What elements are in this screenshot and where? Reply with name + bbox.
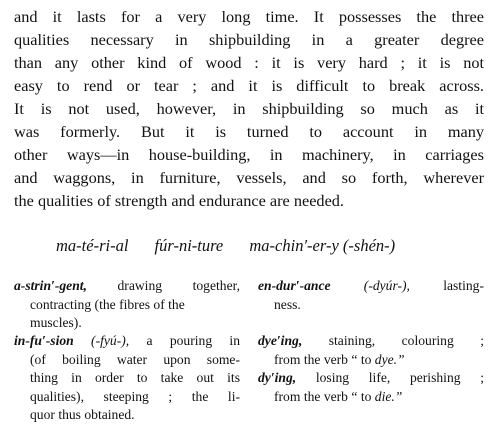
spelling-word: ma-té-ri-al [56, 236, 129, 255]
glossary-definition: contracting (the fibres of the [30, 296, 185, 312]
spelling-word: ma-chin′-er-y (-shén-) [249, 236, 396, 255]
glossary-definition: staining, colouring ; [328, 333, 484, 348]
body-paragraph [14, 5, 484, 212]
glossary-entry-endurance [258, 277, 484, 314]
glossary-entry-dyeing [258, 332, 484, 406]
paragraph-line: qualities necessary in shipbuilding in a greater degree [14, 30, 484, 49]
glossary-headword: dye′ing, [258, 333, 303, 348]
glossary-definition: (of boiling water upon some- [30, 351, 240, 367]
paragraph-line: and it lasts for a very long time. It possesses the three [14, 7, 484, 26]
glossary-definition: qualities), steeping ; the li- [30, 388, 240, 404]
glossary-definition: losing life, perishing ; [315, 370, 484, 386]
glossary-headword: in-fu′-sion [14, 333, 74, 348]
glossary-pronunciation: (-fyú-), [91, 333, 130, 348]
paragraph-line: easy to rend or tear ; and it is difficult to break across. [14, 76, 484, 95]
glossary-headword: a-strin′-gent, [14, 278, 87, 293]
glossary-headword: dy′ing, [258, 370, 297, 386]
glossary-pronunciation: (-dyúr-), [363, 278, 410, 293]
paragraph-line: than any other kind of wood : it is very hard ; it is not [14, 53, 484, 72]
glossary-definition: muscles). [30, 315, 82, 331]
glossary-verb: die.” [374, 388, 403, 404]
paragraph-line: was formerly. But it is turned to account in many [14, 122, 484, 141]
glossary-entry-infusion [14, 332, 240, 425]
glossary-definition: quor thus obtained. [30, 407, 135, 423]
glossary-verb: dye.” [374, 351, 405, 367]
paragraph-line: other ways—in house-building, in machinery, in carriages [14, 145, 484, 164]
paragraph-line: and waggons, in furniture, vessels, and so forth, wherever [14, 168, 484, 187]
glossary-definition: ness. [274, 296, 301, 312]
glossary-definition: from the verb “ to [274, 351, 372, 367]
spelling-word: fúr-ni-ture [154, 236, 224, 255]
glossary-definition: a pouring in [146, 333, 240, 348]
glossary-entry-astringent [14, 277, 240, 333]
glossary-definition: from the verb “ to [274, 388, 372, 404]
glossary-headword: en-dur′-ance [258, 278, 331, 293]
paragraph-line: the qualities of strength and endurance are needed. [14, 191, 345, 210]
glossary-entry-dying [258, 369, 484, 388]
glossary-definition: lasting- [443, 278, 484, 293]
paragraph-line: It is not used, however, in shipbuilding so much as it [14, 99, 484, 118]
glossary-definition: thing in order to take out its [30, 370, 240, 386]
glossary-definition: drawing together, [117, 278, 240, 293]
spelling-word-list [56, 236, 486, 256]
